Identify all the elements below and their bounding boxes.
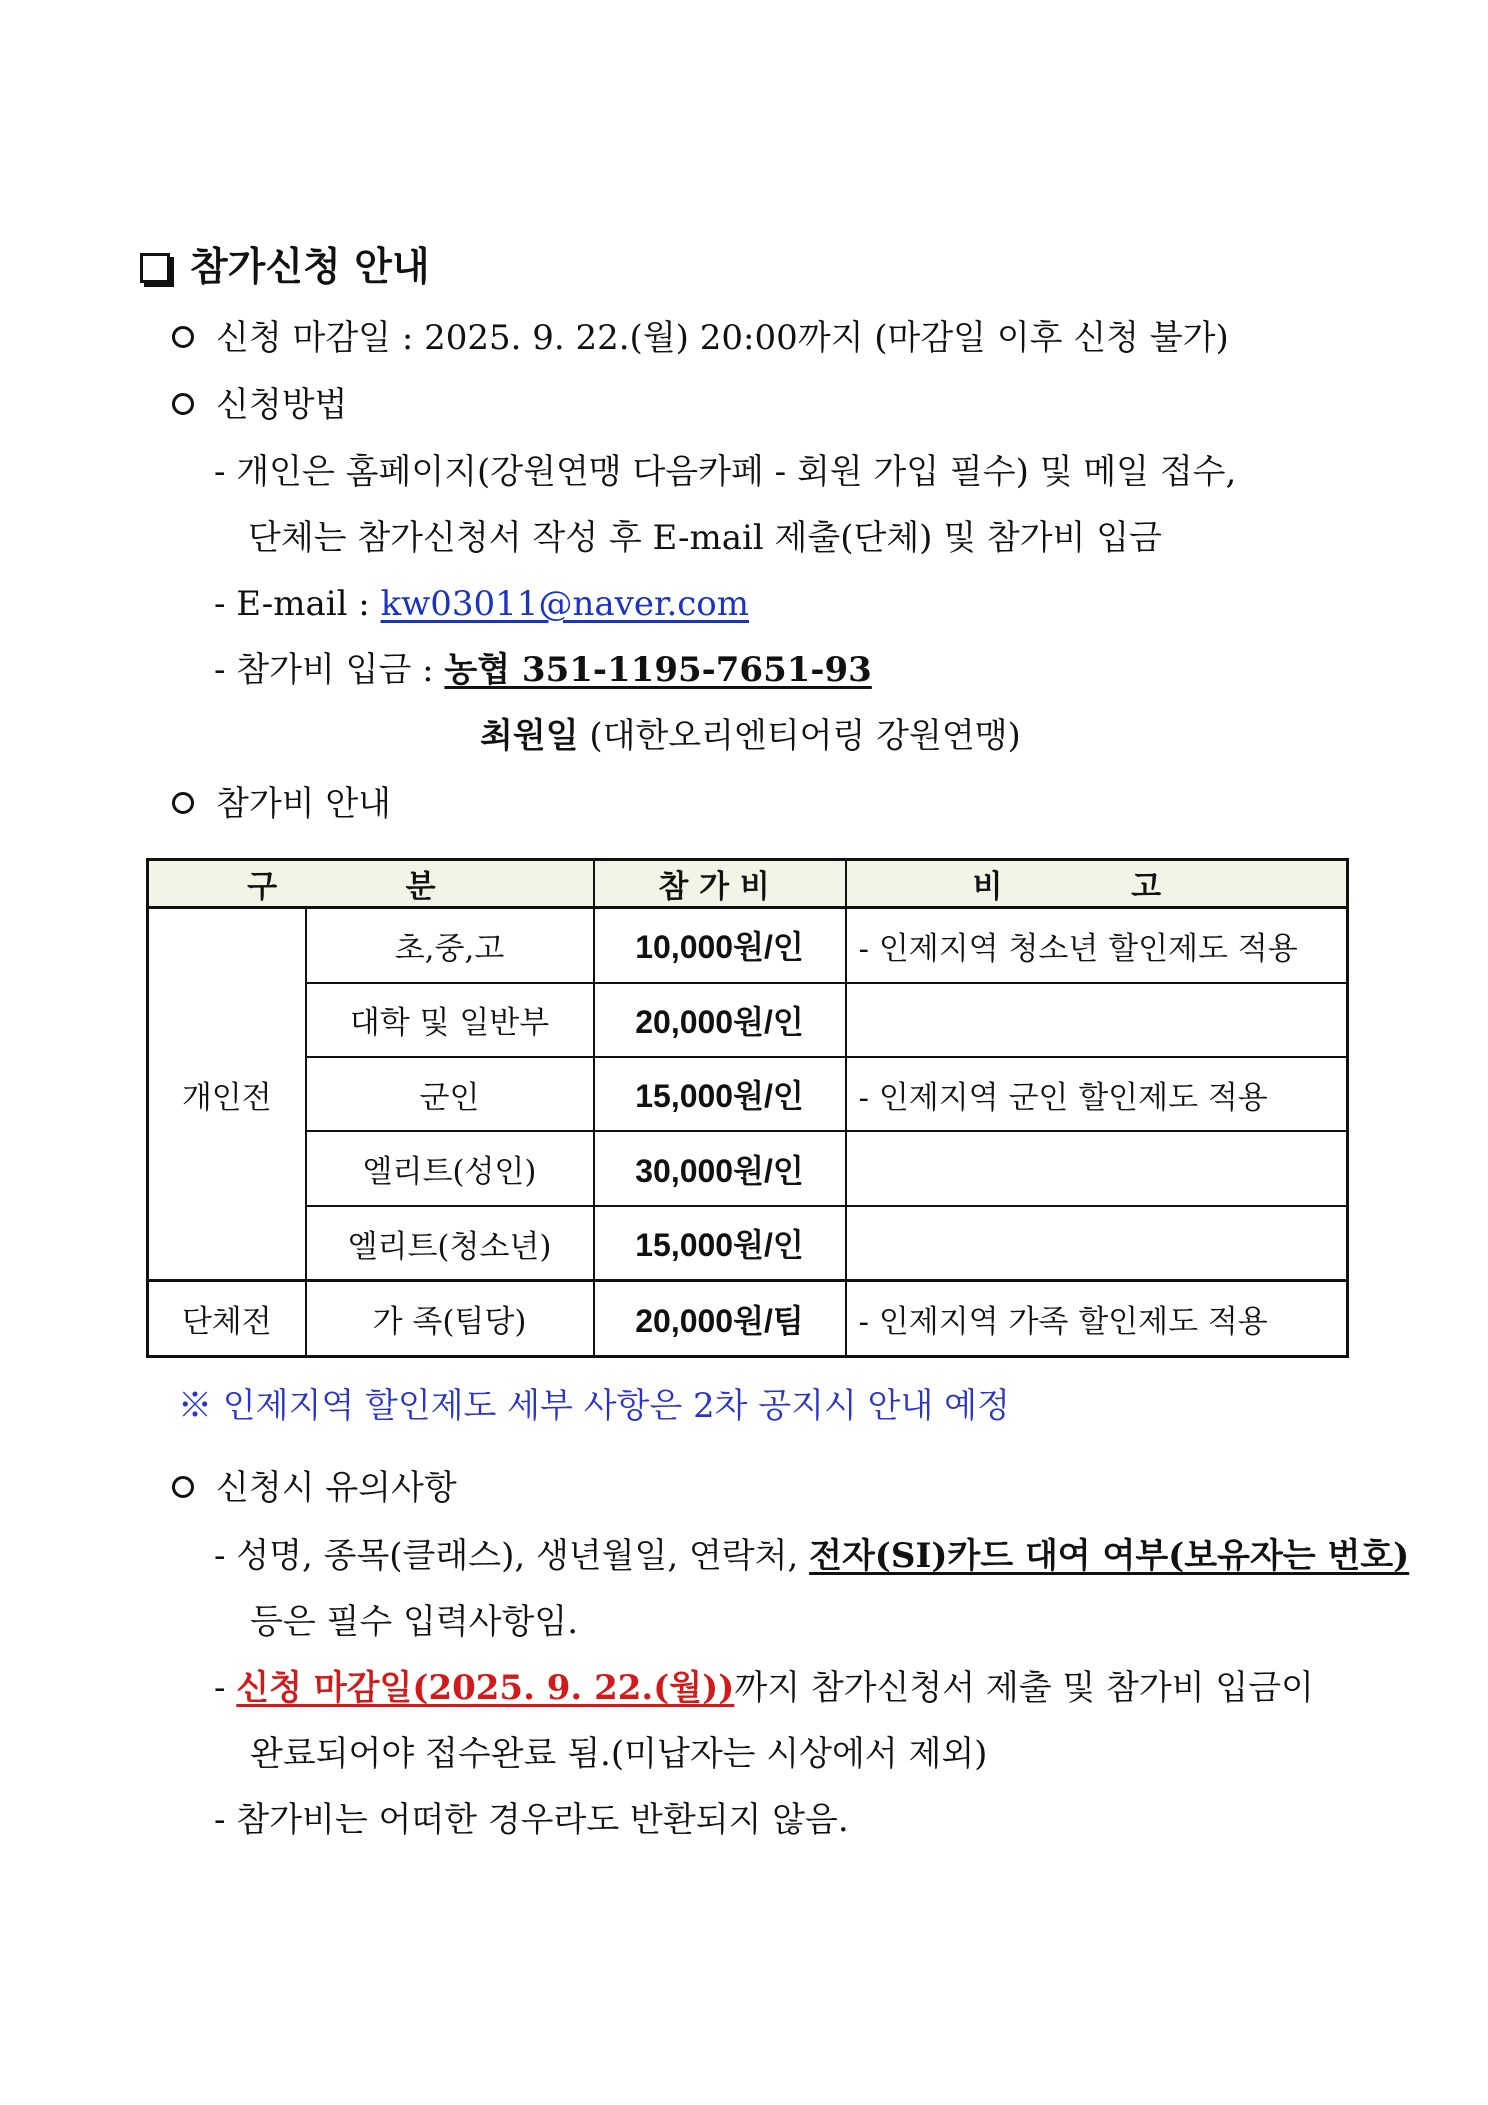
table-row	[148, 908, 1348, 983]
si-card-notice: 전자(SI)카드 대여 여부(보유자는 번호)	[809, 1536, 1410, 1576]
category-cell: 군인	[306, 1057, 594, 1131]
remark-cell: - 인제지역 가족 할인제도 적용	[846, 1281, 1348, 1357]
email-line: - E-mail : kw03011@naver.com	[214, 584, 750, 624]
method-line-1: - 개인은 홈페이지(강원연맹 다음카페 - 회원 가입 필수) 및 메일 접수,	[214, 452, 1237, 492]
category-cell: 가 족(팀당)	[306, 1281, 594, 1357]
bank-account: 농협 351-1195-7651-93	[444, 650, 872, 690]
fee-cell: 10,000원/인	[594, 908, 846, 983]
hollow-circle-icon	[172, 326, 194, 348]
caution-heading: 신청시 유의사항	[172, 1468, 457, 1508]
account-holder	[480, 716, 1021, 756]
caution-line-1b: 등은 필수 입력사항임.	[250, 1602, 579, 1642]
fee-cell: 20,000원/인	[594, 983, 846, 1057]
holder-name: 최원일	[480, 716, 579, 756]
fee-cell: 30,000원/인	[594, 1131, 846, 1205]
category-cell: 엘리트(성인)	[306, 1131, 594, 1205]
fee-cell: 15,000원/인	[594, 1057, 846, 1131]
caution-line-1: - 성명, 종목(클래스), 생년월일, 연락처, 전자(SI)카드 대여 여부(보유자는 번호)	[214, 1536, 1410, 1576]
fee-table	[146, 858, 1349, 1358]
hollow-circle-icon	[172, 393, 194, 415]
header-category: 구 분	[148, 860, 594, 908]
discount-note: ※ 인제지역 할인제도 세부 사항은 2차 공지시 안내 예정	[178, 1386, 1010, 1426]
hollow-circle-icon	[172, 792, 194, 814]
email-link[interactable]: kw03011@naver.com	[380, 584, 750, 624]
hollow-circle-icon	[172, 1476, 194, 1498]
holder-org: (대한오리엔티어링 강원연맹)	[578, 716, 1021, 756]
table-row	[148, 1057, 1348, 1131]
header-fee: 참가비	[594, 860, 846, 908]
table-row	[148, 1206, 1348, 1281]
remark-cell	[846, 983, 1348, 1057]
table-row	[148, 983, 1348, 1057]
fee-cell: 15,000원/인	[594, 1206, 846, 1281]
group-cell: 단체전	[148, 1281, 306, 1357]
table-row	[148, 1131, 1348, 1205]
square-box-icon	[140, 253, 170, 283]
header-remark: 비 고	[846, 860, 1348, 908]
deposit-line: - 참가비 입금 : 농협 351-1195-7651-93	[214, 650, 872, 690]
section-title: 참가신청 안내	[140, 246, 430, 290]
fee-heading: 참가비 안내	[172, 784, 391, 824]
remark-cell	[846, 1131, 1348, 1205]
fee-table-header	[148, 860, 1348, 908]
table-row	[148, 1281, 1348, 1357]
group-cell: 개인전	[148, 908, 306, 1281]
category-cell: 초,중,고	[306, 908, 594, 983]
fee-cell: 20,000원/팀	[594, 1281, 846, 1357]
remark-cell: - 인제지역 군인 할인제도 적용	[846, 1057, 1348, 1131]
caution-line-2b: 완료되어야 접수완료 됨.(미납자는 시상에서 제외)	[250, 1734, 988, 1774]
remark-cell	[846, 1206, 1348, 1281]
deadline-line: 신청 마감일 : 2025. 9. 22.(월) 20:00까지 (마감일 이후 신청 불가)	[172, 318, 1229, 358]
deadline-highlight: 신청 마감일(2025. 9. 22.(월))	[236, 1668, 735, 1708]
method-heading: 신청방법	[172, 385, 347, 425]
method-line-2: 단체는 참가신청서 작성 후 E-mail 제출(단체) 및 참가비 입금	[248, 518, 1162, 558]
category-cell: 대학 및 일반부	[306, 983, 594, 1057]
caution-line-3: - 참가비는 어떠한 경우라도 반환되지 않음.	[214, 1800, 849, 1840]
category-cell: 엘리트(청소년)	[306, 1206, 594, 1281]
caution-line-2: - 신청 마감일(2025. 9. 22.(월))까지 참가신청서 제출 및 참가비 입금이	[214, 1668, 1314, 1708]
remark-cell: - 인제지역 청소년 할인제도 적용	[846, 908, 1348, 983]
